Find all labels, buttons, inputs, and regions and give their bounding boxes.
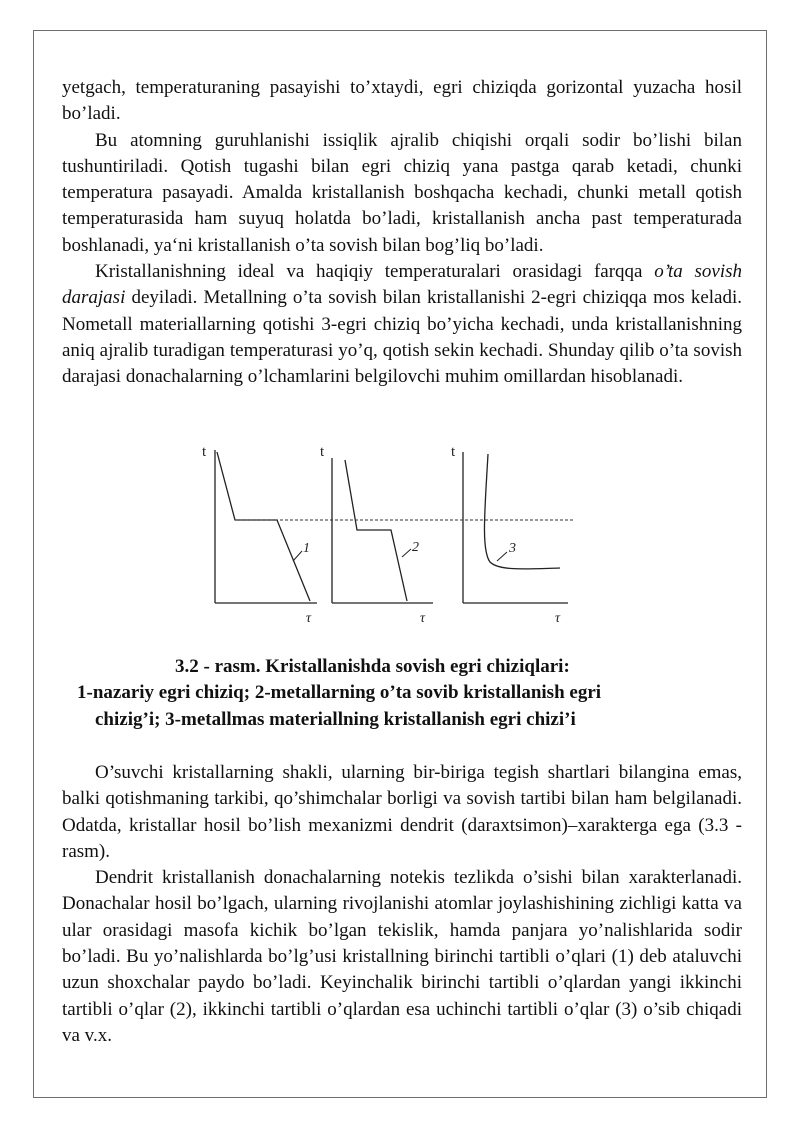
- panel-1-x-label: τ: [306, 611, 312, 626]
- cooling-curves-svg: [195, 438, 585, 628]
- bottom-text-block: [62, 760, 742, 1049]
- supercooling-text-before: Kristallanishning ideal va haqiqiy temperaturalari orasidagi farqqa: [95, 261, 655, 283]
- curve-2-leader: [402, 549, 411, 557]
- caption-line-3: chizig’i; 3-metallmas materiallning kristallanish egri chizi’i: [95, 708, 576, 730]
- curve-1: [217, 452, 310, 601]
- paragraph-crystal-shape: O’suvchi kristallarning shakli, ularning bir-biriga tegish shartlari bilangina emas, balki qotishmaning tarkibi, qo’shimchalar borligi va sovish tartibi bilan ham belgilanadi. Odatda, kristallar hosil bo’lish mexanizmi dendrit (daraxtsimon)–xarakterga ega (3.3 - rasm).: [62, 762, 742, 862]
- top-text-block: [62, 75, 742, 391]
- curve-1-label: 1: [303, 541, 310, 556]
- curve-2-label: 2: [412, 540, 419, 555]
- curve-3-label: 3: [509, 541, 516, 556]
- caption-line-1: 3.2 - rasm. Kristallanishda sovish egri chiziqlari:: [175, 656, 570, 677]
- paragraph-atom-grouping: Bu atomning guruhlanishi issiqlik ajralib chiqishi orqali sodir bo’lishi bilan tushuntiriladi. Qotish tugashi bilan egri chiziq yana pastga qarab ketadi, chunki temperatura pasayadi. Amalda kristallanish boshqacha kechadi, chunki metall qotish temperaturasida ham suyuq holatda bo’ladi, kristallanish ancha past temperaturada boshlanadi, ya‘ni kristallanish o’ta sovish bilan bog’liq bo’ladi.: [62, 129, 742, 256]
- panel-2-y-label: t: [320, 444, 325, 460]
- supercooling-text-after: deyiladi. Metallning o’ta sovish bilan kristallanishi 2-egri chiziqqa mos keladi. Nometall materiallarning qotishi 3-egri chiziq bo’yicha kechadi, unda kristallanishning aniq ajralib turadigan temperaturasi yo’q, qotish sekin kechadi. Shunday qilib o’ta sovish darajasi donachalarning o’lchamlarini belgilovchi muhim omillardan hisoblanadi.: [62, 287, 742, 388]
- supercooling-term: o’ta sovish darajasi: [62, 261, 742, 309]
- panel-2-x-label: τ: [420, 611, 426, 626]
- figure-caption: [62, 654, 742, 733]
- curve-3-leader: [497, 552, 507, 561]
- cooling-curves-figure: [195, 438, 585, 628]
- paragraph-continuation: yetgach, temperaturaning pasayishi to’xtaydi, egri chiziqda gorizontal yuzacha hosil bo’ladi.: [62, 77, 742, 125]
- panel-3-y-label: t: [451, 444, 456, 460]
- panel-1-y-label: t: [202, 444, 207, 460]
- caption-line-2: 1-nazariy egri chiziq; 2-metallarning o’ta sovib kristallanish egri: [77, 682, 602, 704]
- paragraph-dendrite: Dendrit kristallanish donachalarning notekis tezlikda o’sishi bilan xarakterlanadi. Donachalar hosil bo’lgach, ularning rivojlanishi atomlar joylashishining zichligi katta va ular orasidagi masofa kichik bo’lgan tekislik, hamda panjara yo’nalishlarida sodir bo’ladi. Bu yo’nalishlarda bo’lg’usi kristallning birinchi tartibli o’qlari (1) deb ataluvchi uzun shoxchalar paydo bo’ladi. Keyinchalik birinchi tartibli o’qlardan yangi ikkinchi tartibli o’qlar (2), ikkinchi tartibli o’qlardan esa uchinchi tartibli o’qlar (3) o’sib chiqadi va v.x.: [62, 867, 742, 1046]
- panel-3-x-label: τ: [555, 611, 561, 626]
- curve-1-leader: [293, 551, 302, 561]
- paragraph-supercooling: [62, 259, 742, 390]
- curve-3: [484, 454, 560, 569]
- curve-2: [345, 460, 407, 601]
